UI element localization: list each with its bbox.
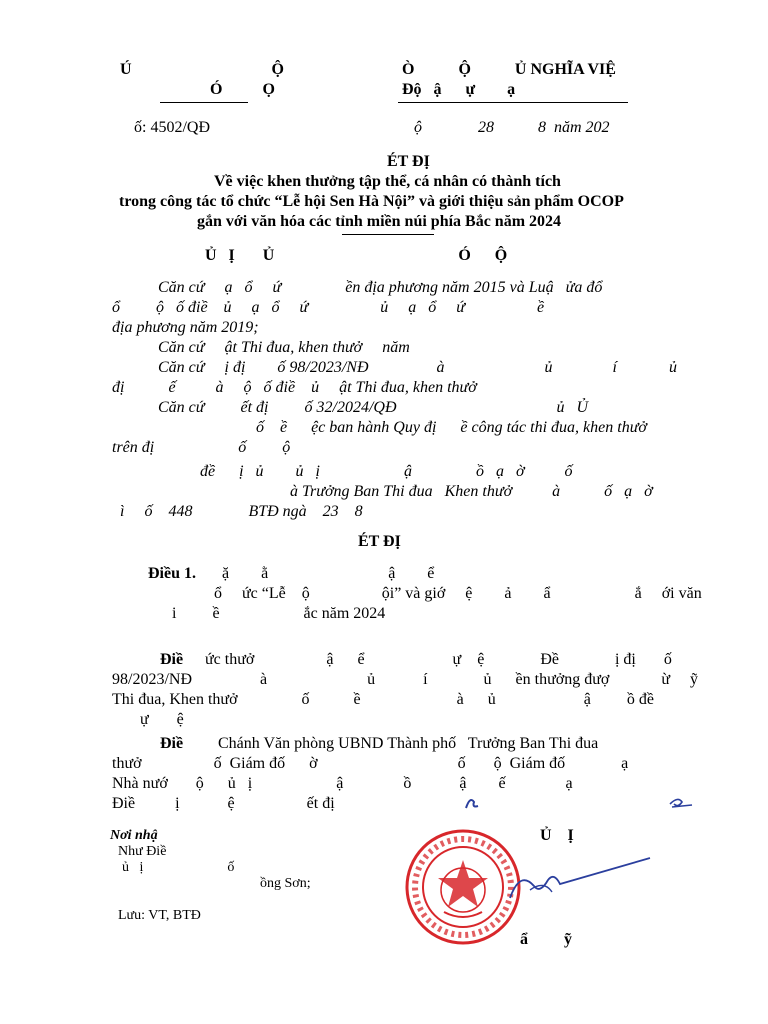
article-1-line: ặ ằ ậ ể [222,565,435,582]
preamble-line: ì ố 448 BTĐ ngà 23 8 [120,503,363,520]
article-2-line: ức thưở ậ ể ự ệ Đề ị đị ố [205,651,672,668]
handwritten-signature [500,850,660,910]
preamble-line: trên đị ố ộ [112,439,291,456]
recipient-item: ồng Sơn; [260,876,311,891]
title-sub-2: trong công tác tổ chức “Lễ hội Sen Hà Nội” và giới thiệu sản phẩm OCOP [119,193,624,210]
article-3-line: Điề ị ệ ết đị [112,795,335,812]
preamble-line: đị ế à ộ ố điề ủ ật Thi đua, khen thưở [112,379,477,396]
article-1-line: i ề ắc năm 2024 [172,605,386,622]
title-sub-3: gắn với văn hóa các tỉnh miền núi phía Bắc năm 2024 [197,213,562,230]
recipients-title: Nơi nhậ [110,828,158,843]
recipient-item: Như Điề [118,844,167,859]
title-rule [342,234,434,235]
recipient-item: ủ ị ố [122,860,235,875]
preamble-line: à Trưởng Ban Thi đua Khen thưở à ố ạ ờ [290,483,653,500]
preamble-line: ố ề ệc ban hành Quy đị ề công tác thi đua, khen thưở [256,419,647,436]
header-right-rule [398,102,628,103]
article-2-label: Điề [160,651,184,668]
header-right-line1: Ò Ộ Ủ NGHĨA VIỆ [402,61,616,78]
document-title: ÉT ĐỊ [387,153,430,170]
preamble-line: đề ị ủ ủ ị ậ ồ ạ ờ ố [200,463,573,480]
header-right-line2: Độ ậ ự ạ [402,81,516,98]
decide-heading: ÉT ĐỊ [358,533,401,550]
initial-mark [668,794,694,810]
preamble-line: Căn cứ ật Thi đua, khen thưở năm [158,339,410,356]
article-1-label: Điều 1. [148,565,196,582]
preamble-line: địa phương năm 2019; [112,319,259,336]
preamble-line: Căn cứ ị đị ố 98/2023/NĐ à ủ í ủ [158,359,677,376]
article-2-line: Thi đua, Khen thưở ố ề à ủ ậ ồ đề [112,691,654,708]
preamble-line: Căn cứ ạ ổ ứ ền địa phương năm 2015 và Luậ ửa đổ [158,279,603,296]
header-left-line2: Ó Ọ [210,81,275,98]
header-left-line1: Ú Ộ [120,61,284,78]
article-1-line: ổ ức “Lễ ộ ội” và giớ ệ ả ẩ ắ ới văn [214,585,702,602]
article-3-line: Nhà nướ ộ ủ ị ậ ồ ậ ế ạ [112,775,573,792]
recipient-item: Lưu: VT, BTĐ [118,908,201,923]
header-left-rule [160,102,248,103]
signature-role: Ủ Ị [540,827,574,844]
article-3-line: Chánh Văn phòng UBND Thành phố Trưởng Ban Thi đua [218,735,599,752]
article-3-line: thưở ố Giám đố ờ ố ộ Giám đố ạ [112,755,629,772]
issuing-authority: Ủ Ị Ủ Ó Ộ [205,247,508,264]
title-sub-1: Về việc khen thưởng tập thể, cá nhân có thành tích [214,173,561,190]
document-date: ộ 28 8 năm 202 [414,119,610,136]
signer-name: ẩ ỹ [520,931,572,948]
preamble-line: Căn cứ ết đị ố 32/2024/QĐ ủ Ủ [158,399,589,416]
article-3-label: Điề [160,735,184,752]
article-2-line: ự ệ [140,711,184,728]
preamble-line: ổ ộ ố điề ủ ạ ổ ứ ủ ạ ổ ứ ề [112,299,545,316]
article-2-line: 98/2023/NĐ à ủ í ủ ền thưởng đượ ừ ỹ [112,671,699,688]
initial-mark [462,792,482,812]
document-number: ố: 4502/QĐ [134,119,210,136]
